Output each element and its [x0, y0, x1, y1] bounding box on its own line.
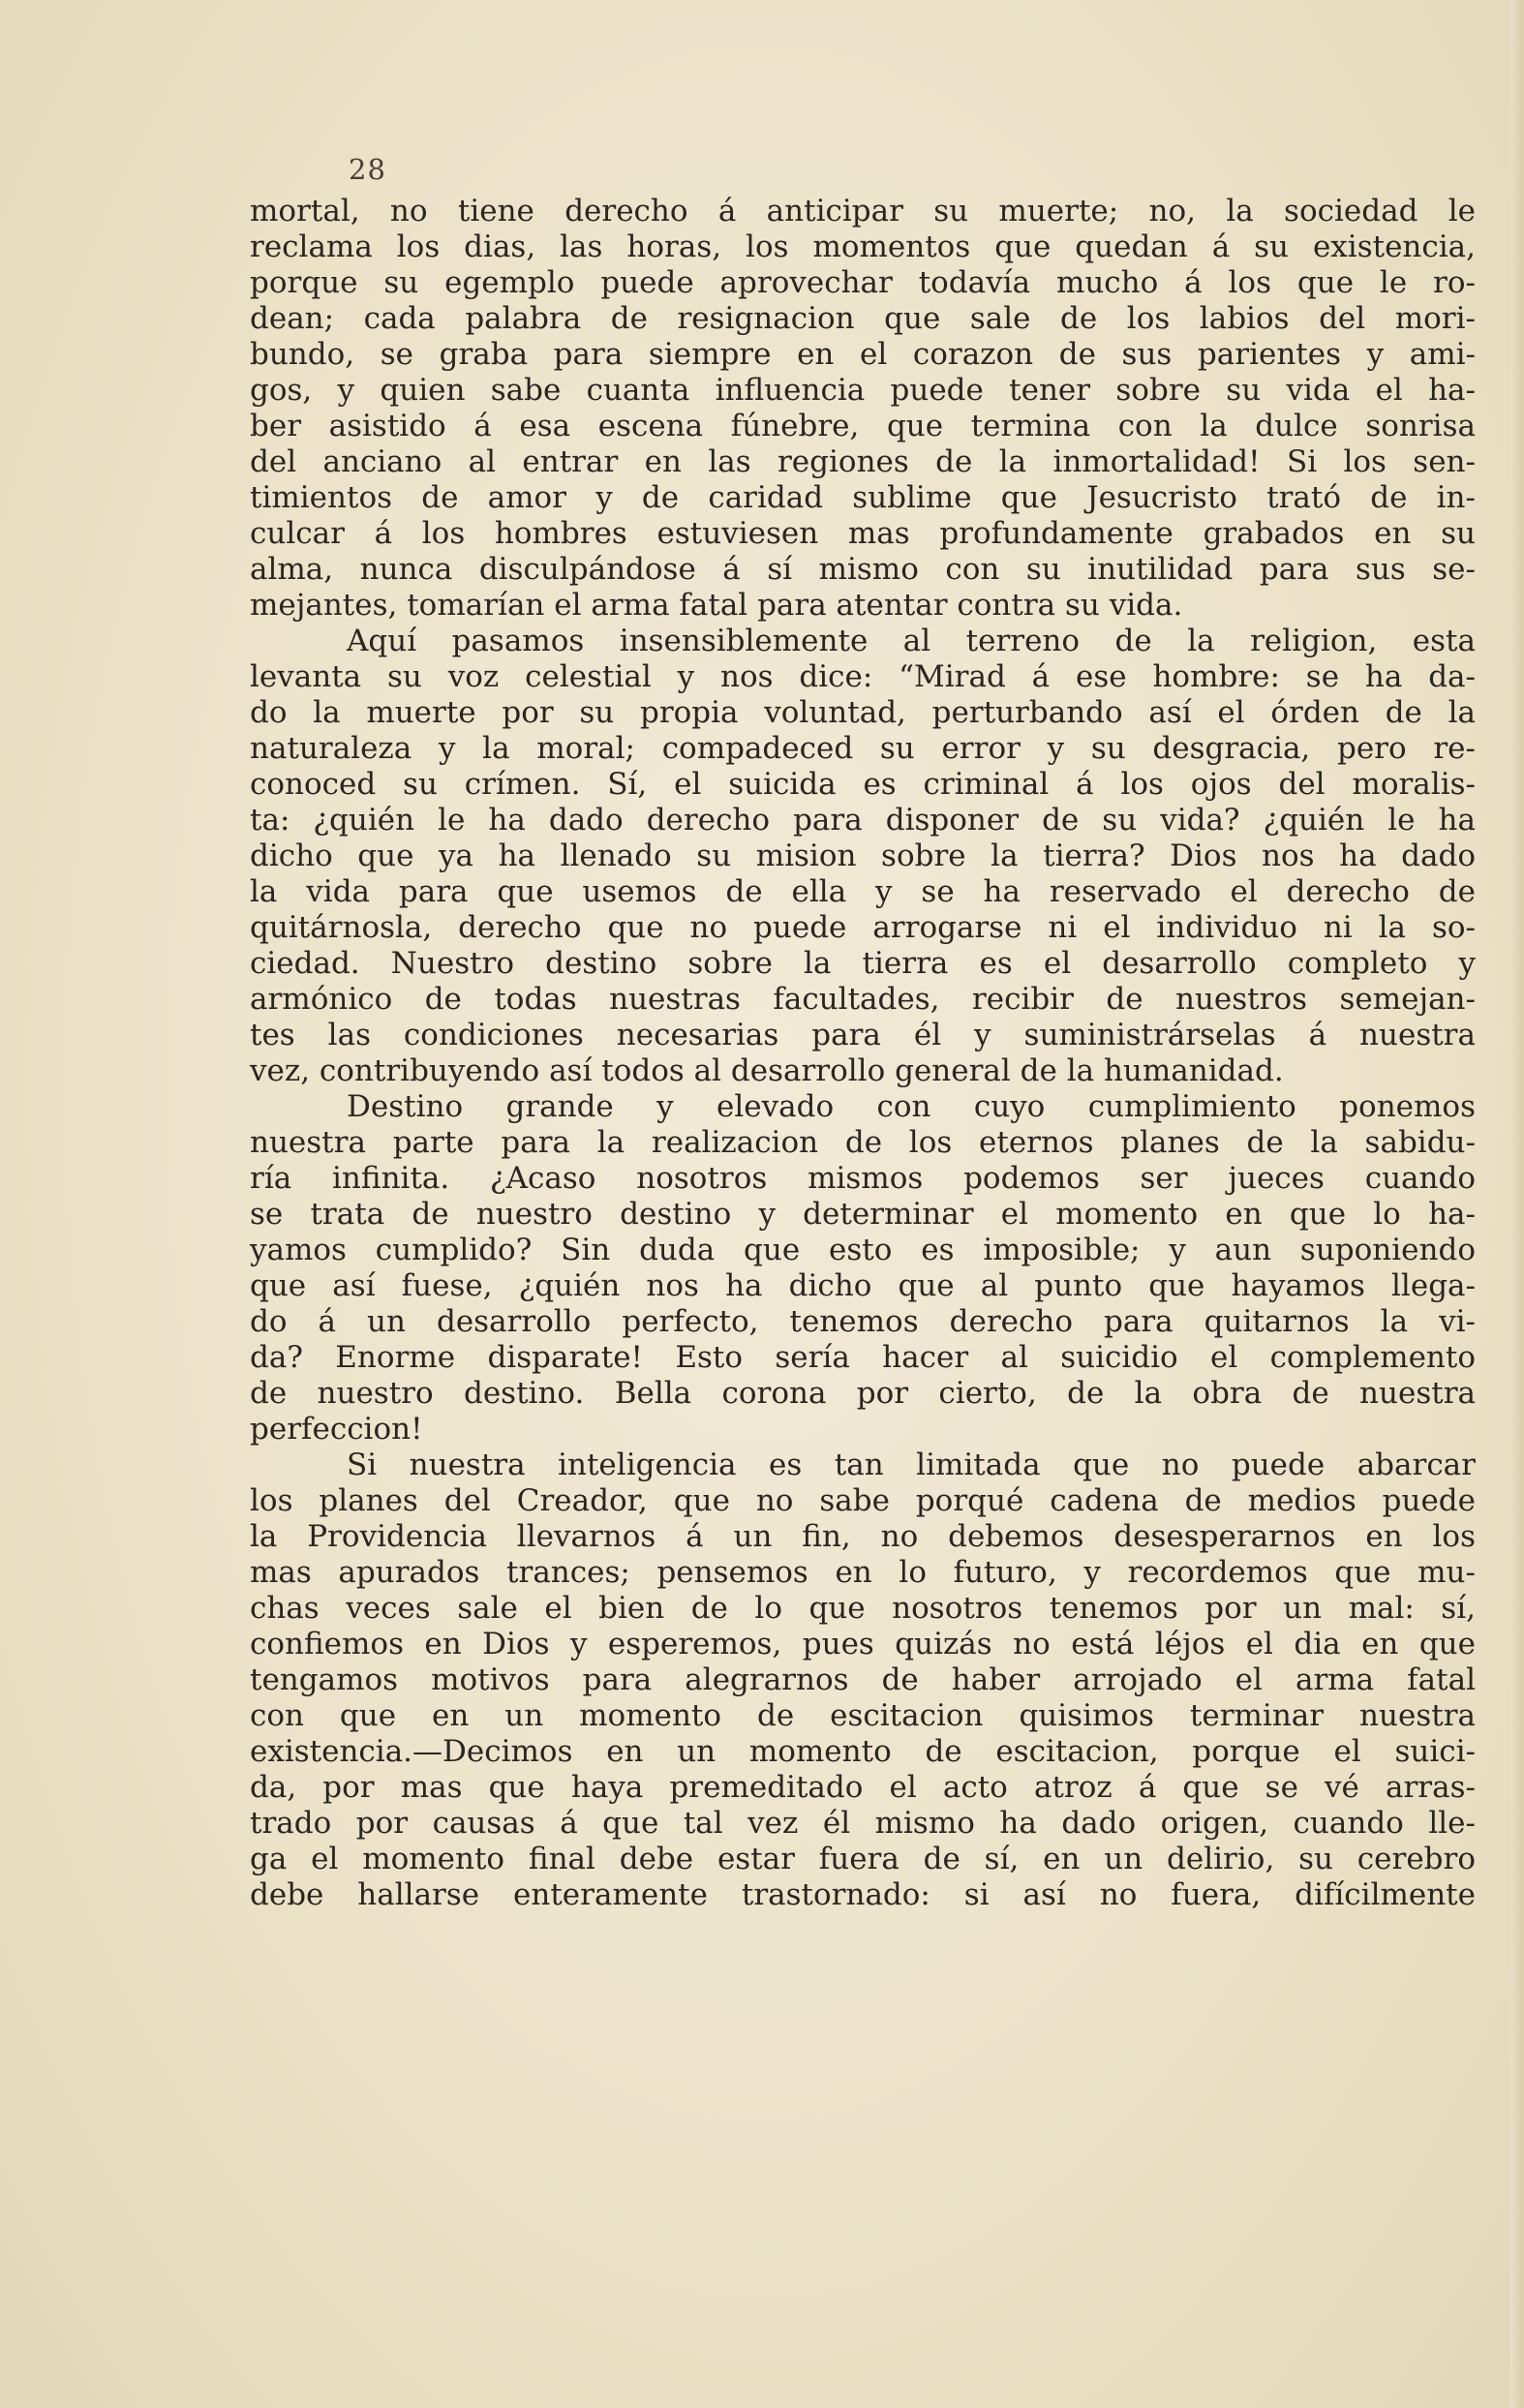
page-edge	[1510, 0, 1524, 2408]
text-line: dean; cada palabra de resignacion que sale de los labios del mori-	[250, 301, 1476, 336]
text-line: da, por mas que haya premeditado el acto atroz á que se vé arras-	[250, 1770, 1476, 1805]
text-line: que así fuese, ¿quién nos ha dicho que al punto que hayamos llega-	[250, 1268, 1476, 1303]
text-line: del anciano al entrar en las regiones de la inmortalidad! Si los sen-	[250, 444, 1476, 479]
text-line: culcar á los hombres estuviesen mas profundamente grabados en su	[250, 516, 1476, 551]
text-line: mas apurados trances; pensemos en lo futuro, y recordemos que mu-	[250, 1555, 1476, 1590]
text-line: la vida para que usemos de ella y se ha reservado el derecho de	[250, 874, 1476, 909]
text-line: porque su egemplo puede aprovechar todavía mucho á los que le ro-	[250, 265, 1476, 300]
text-line: tes las condiciones necesarias para él y suministrárselas á nuestra	[250, 1018, 1476, 1052]
paragraph-start-line: Aquí pasamos insensiblemente al terreno de la religion, esta	[347, 624, 1476, 658]
text-line: reclama los dias, las horas, los momentos que quedan á su existencia,	[250, 229, 1476, 264]
text-line: dicho que ya ha llenado su mision sobre la tierra? Dios nos ha dado	[250, 838, 1476, 873]
paragraph-start-line: Destino grande y elevado con cuyo cumplimiento ponemos	[347, 1089, 1476, 1124]
text-line: se trata de nuestro destino y determinar el momento en que lo ha-	[250, 1197, 1476, 1232]
text-line: yamos cumplido? Sin duda que esto es imposible; y aun suponiendo	[250, 1233, 1476, 1267]
text-line: da? Enorme disparate! Esto sería hacer al suicidio el complemento	[250, 1340, 1476, 1375]
text-line: do á un desarrollo perfecto, tenemos derecho para quitarnos la vi-	[250, 1304, 1476, 1339]
text-line: vez, contribuyendo así todos al desarrollo general de la humanidad.	[250, 1053, 1284, 1088]
text-line: ría infinita. ¿Acaso nosotros mismos podemos ser jueces cuando	[250, 1161, 1476, 1196]
text-line: naturaleza y la moral; compadeced su error y su desgracia, pero re-	[250, 731, 1476, 766]
text-line: ta: ¿quién le ha dado derecho para disponer de su vida? ¿quién le ha	[250, 803, 1476, 838]
text-line: la Providencia llevarnos á un fin, no debemos desesperarnos en los	[250, 1519, 1476, 1554]
text-line: perfeccion!	[250, 1412, 423, 1447]
text-line: quitárnosla, derecho que no puede arrogarse ni el individuo ni la so-	[250, 910, 1476, 945]
text-line: levanta su voz celestial y nos dice: “Mirad á ese hombre: se ha da-	[250, 659, 1476, 694]
text-line: ga el momento final debe estar fuera de sí, en un delirio, su cerebro	[250, 1842, 1476, 1876]
text-line: alma, nunca disculpándose á sí mismo con su inutilidad para sus se-	[250, 552, 1476, 587]
text-line: los planes del Creador, que no sabe porqué cadena de medios puede	[250, 1483, 1476, 1518]
text-line: trado por causas á que tal vez él mismo ha dado origen, cuando lle-	[250, 1806, 1476, 1841]
body-text	[250, 194, 1476, 1913]
text-line: existencia.—Decimos en un momento de escitacion, porque el suici-	[250, 1734, 1476, 1769]
text-line: tengamos motivos para alegrarnos de haber arrojado el arma fatal	[250, 1662, 1476, 1697]
text-line: chas veces sale el bien de lo que nosotros tenemos por un mal: sí,	[250, 1591, 1476, 1626]
page-number: 28	[349, 153, 386, 186]
text-line: mortal, no tiene derecho á anticipar su muerte; no, la sociedad le	[250, 194, 1476, 229]
text-line: armónico de todas nuestras facultades, recibir de nuestros semejan-	[250, 982, 1476, 1017]
text-line: gos, y quien sabe cuanta influencia puede tener sobre su vida el ha-	[250, 373, 1476, 408]
text-line: do la muerte por su propia voluntad, perturbando así el órden de la	[250, 695, 1476, 730]
paragraph-start-line: Si nuestra inteligencia es tan limitada que no puede abarcar	[347, 1448, 1476, 1482]
text-line: bundo, se graba para siempre en el corazon de sus parientes y ami-	[250, 337, 1476, 372]
text-line: confiemos en Dios y esperemos, pues quizás no está léjos el dia en que	[250, 1627, 1476, 1661]
text-line: de nuestro destino. Bella corona por cierto, de la obra de nuestra	[250, 1376, 1476, 1411]
text-line: nuestra parte para la realizacion de los eternos planes de la sabidu-	[250, 1125, 1476, 1160]
text-line: timientos de amor y de caridad sublime que Jesucristo trató de in-	[250, 480, 1476, 515]
text-line: debe hallarse enteramente trastornado: si así no fuera, difícilmente	[250, 1877, 1476, 1912]
text-line: con que en un momento de escitacion quisimos terminar nuestra	[250, 1698, 1476, 1733]
text-line: mejantes, tomarían el arma fatal para atentar contra su vida.	[250, 588, 1183, 623]
text-line: ciedad. Nuestro destino sobre la tierra es el desarrollo completo y	[250, 946, 1476, 981]
text-line: conoced su crímen. Sí, el suicida es criminal á los ojos del moralis-	[250, 767, 1476, 802]
text-line: ber asistido á esa escena fúnebre, que termina con la dulce sonrisa	[250, 409, 1476, 443]
